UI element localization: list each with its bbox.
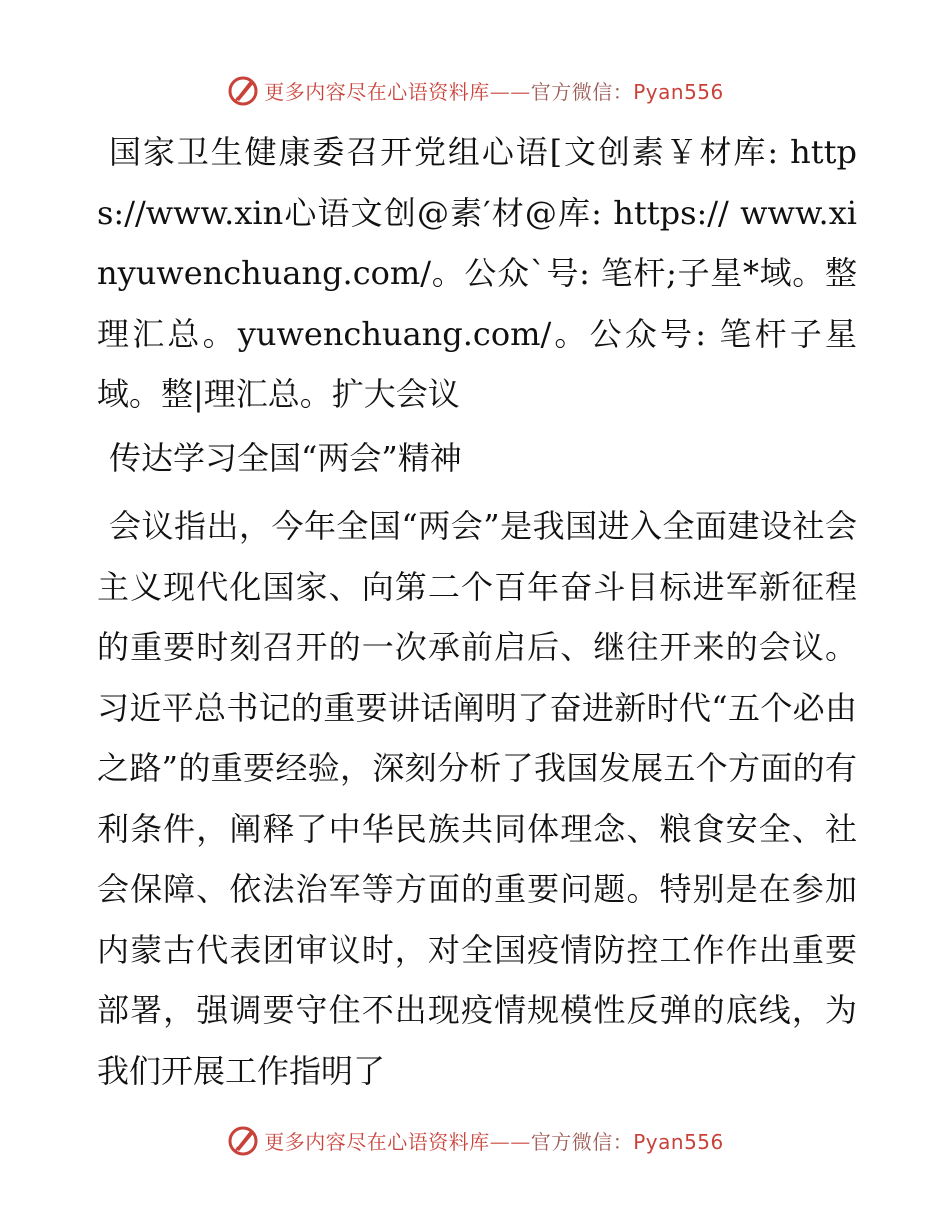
banner-dash: —— [489, 1129, 531, 1154]
quill-pen-circle-icon [226, 73, 260, 107]
banner-text [264, 1126, 724, 1155]
paragraph-body: 会议指出，今年全国“两会”是我国进入全面建设社会主义现代化国家、向第二个百年奋斗目标进军新征程的重要时刻召开的一次承前启后、继往开来的会议。习近平总书记的重要讲话阐明了奋进新时代“五个必由之路”的重要经验，深刻分析了我国发展五个方面的有利条件，阐释了中华民族共同体理念、粮食安全、社会保障、依法治军等方面的重要问题。特别是在参加内蒙古代表团审议时，对全国疫情防控工作作出重要部署，强调要守住不出现疫情规模性反弹的底线，为我们开展工作指明了 [97, 507, 857, 1090]
banner-label: 官方微信： [530, 1129, 634, 1154]
banner-dash: —— [489, 79, 531, 104]
header-banner [0, 70, 950, 110]
document-body [97, 122, 857, 1101]
banner-lead: 更多内容尽在心语资料库 [264, 79, 490, 104]
banner-label: 官方微信： [530, 79, 634, 104]
banner-id: Pyan556 [633, 79, 724, 104]
banner-text [264, 76, 724, 105]
paragraph-title: 国家卫生健康委召开党组心语[文创素￥材库: https://www.xin心语文创@素′材@库: https:// www.xinyuwenchuang.com/。公众`号: 笔杆;子星*域。整理汇总。yuwenchuang.com/。公众号: 笔杆子星域。整|理汇总。扩大会议 [97, 133, 857, 413]
banner-id: Pyan556 [633, 1129, 724, 1154]
section-heading: 传达学习全国“两会”精神 [109, 438, 462, 477]
footer-banner [0, 1120, 950, 1160]
quill-pen-circle-icon [226, 1123, 260, 1157]
banner-lead: 更多内容尽在心语资料库 [264, 1129, 490, 1154]
